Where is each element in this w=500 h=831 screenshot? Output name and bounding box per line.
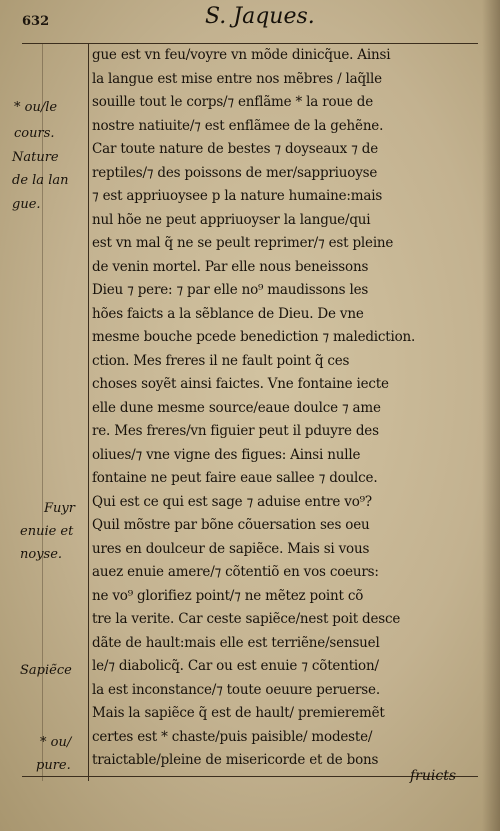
margin-note: cours. <box>14 126 55 141</box>
text-line: choses soyẽt ainsi faictes. Vne fontaine iecte <box>92 376 389 392</box>
catchword: fruicts <box>410 768 457 784</box>
margin-note: Fuyr <box>44 501 75 516</box>
page-edge-shadow <box>482 0 500 831</box>
text-line: est vn mal q̃ ne se peult reprimer/⁊ est pleine <box>92 235 394 251</box>
text-line: la langue est mise entre nos mẽbres / laq̃lle <box>92 70 382 87</box>
text-line: la est inconstance/⁊ toute oeuure peruerse. <box>92 681 380 698</box>
text-line: de venin mortel. Par elle nous beneissons <box>92 258 369 275</box>
text-line: Car toute nature de bestes ⁊ doyseaux ⁊ de <box>92 141 378 157</box>
text-line: fontaine ne peut faire eaue sallee ⁊ doulce. <box>92 470 378 486</box>
text-line: mesme bouche pcede benediction ⁊ malediction. <box>92 329 416 345</box>
text-line: ction. Mes freres il ne fault point q̃ ces <box>92 352 350 369</box>
text-line: nul hõe ne peut appriuoyser la langue/qui <box>92 211 371 228</box>
margin-note: pure. <box>36 758 71 773</box>
margin-note: Sapiẽce <box>20 663 72 678</box>
margin-note: gue. <box>12 197 41 212</box>
text-line: traictable/pleine de misericorde et de bons <box>92 752 379 768</box>
text-line: gue est vn feu/voyre vn mõde dinicq̃ue. Ainsi <box>92 47 391 63</box>
margin-note: * ou/ <box>40 735 72 750</box>
margin-note: * ou/le <box>14 100 58 115</box>
text-line: dãte de hault:mais elle est terriẽne/sensuel <box>92 634 380 651</box>
margin-rule-inner <box>88 44 89 781</box>
text-line: Quil mõstre par bõne cõuersation ses oeu <box>92 517 370 533</box>
margin-note: de la lan <box>12 173 69 188</box>
margin-note: enuie et <box>20 524 74 539</box>
page-number: 632 <box>22 14 50 29</box>
running-head: S. Jaques. <box>205 4 315 29</box>
text-line: nostre natiuite/⁊ est enflãmee de la gehẽne. <box>92 117 384 134</box>
text-line: ne vo⁹ glorifiez point/⁊ ne mẽtez point cõ <box>92 587 364 604</box>
text-line: reptiles/⁊ des poissons de mer/sappriuoyse <box>92 164 378 181</box>
text-line: souille tout le corps/⁊ enflãme * la roue de <box>92 94 374 110</box>
text-line: ⁊ est appriuoysee p la nature humaine:mais <box>92 188 383 204</box>
text-line: certes est * chaste/puis paisible/ modeste/ <box>92 728 373 745</box>
text-line: le/⁊ diabolicq̃. Car ou est enuie ⁊ cõtention/ <box>92 658 379 674</box>
text-line: hões faicts a la sẽblance de Dieu. De vne <box>92 305 364 322</box>
margin-note: noyse. <box>20 547 63 562</box>
text-line: Qui est ce qui est sage ⁊ aduise entre vo⁹? <box>92 493 372 510</box>
text-line: oliues/⁊ vne vigne des figues: Ainsi nulle <box>92 446 361 463</box>
margin-note: Nature <box>12 150 59 165</box>
text-line: Dieu ⁊ pere: ⁊ par elle no⁹ maudissons les <box>92 282 369 298</box>
text-line: auez enuie amere/⁊ cõtentiõ en vos coeurs: <box>92 564 379 580</box>
text-line: re. Mes freres/vn figuier peut il pduyre des <box>92 423 379 439</box>
text-line: elle dune mesme source/eaue doulce ⁊ ame <box>92 399 381 416</box>
text-line: ures en doulceur de sapiẽce. Mais si vous <box>92 540 370 557</box>
text-line: tre la verite. Car ceste sapiẽce/nest poit desce <box>92 611 401 627</box>
text-block <box>92 44 474 773</box>
text-line: Mais la sapiẽce q̃ est de hault/ premieremẽt <box>92 705 385 721</box>
